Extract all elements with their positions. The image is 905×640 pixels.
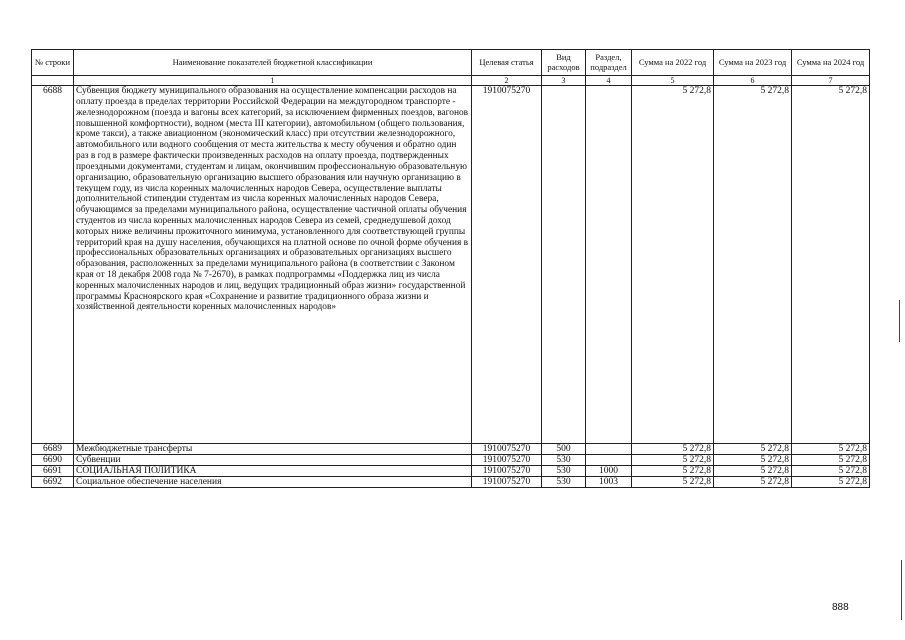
target-article: 1910075270 (472, 86, 542, 444)
scan-edge-mark (901, 560, 902, 620)
sum-2022: 5 272,8 (632, 466, 714, 477)
row-number: 6691 (32, 466, 74, 477)
indicator-name: Социальное обеспечение населения (74, 477, 472, 488)
section-code (586, 86, 632, 444)
header-sum-2023: Сумма на 2023 год (714, 50, 792, 76)
expense-type: 500 (542, 444, 586, 455)
sum-2024: 5 272,8 (792, 444, 870, 455)
budget-table-sheet (31, 49, 869, 488)
sum-2022: 5 272,8 (632, 477, 714, 488)
column-number: 3 (542, 76, 586, 86)
scan-edge-mark (899, 300, 900, 342)
column-number: 1 (74, 76, 472, 86)
page-number: 888 (832, 602, 849, 613)
sum-2023: 5 272,8 (714, 477, 792, 488)
indicator-name: Межбюджетные трансферты (74, 444, 472, 455)
section-code: 1003 (586, 477, 632, 488)
sum-2023: 5 272,8 (714, 455, 792, 466)
header-expense-type: Вид расходов (542, 50, 586, 76)
row-number: 6688 (32, 86, 74, 444)
expense-type: 530 (542, 477, 586, 488)
header-indicator-name: Наименование показателей бюджетной классификации (74, 50, 472, 76)
section-code (586, 455, 632, 466)
sum-2023: 5 272,8 (714, 444, 792, 455)
header-section: Раздел, подраздел (586, 50, 632, 76)
header-target-article: Целевая статья (472, 50, 542, 76)
sum-2022: 5 272,8 (632, 444, 714, 455)
column-number: 2 (472, 76, 542, 86)
target-article: 1910075270 (472, 455, 542, 466)
section-code (586, 444, 632, 455)
sum-2023: 5 272,8 (714, 466, 792, 477)
table-row (32, 477, 870, 488)
header-sum-2024: Сумма на 2024 год (792, 50, 870, 76)
column-number: 4 (586, 76, 632, 86)
table-row (32, 86, 870, 444)
row-number: 6690 (32, 455, 74, 466)
target-article: 1910075270 (472, 477, 542, 488)
row-number: 6692 (32, 477, 74, 488)
column-number: 6 (714, 76, 792, 86)
table-header-row (32, 50, 870, 76)
indicator-name: Субвенция бюджету муниципального образования на осуществление компенсации расходов на оплату проезда в пределах территории Российской Федерации на междугородном транспорте - железнодорожном (поезда и вагоны всех категорий, за исключением фирменных поездов, вагонов повышенной комфортности), водном (места III категории), автомобильном (общего пользования, кроме такси), а также авиационном (экономический класс) при отсутствии железнодорожного, автомобильного или водного сообщения от места жительства к месту обучения и обратно один раз в год в размере фактически произведенных расходов на оплату проезда, подтвержденных проездными документами, студентам и лицам, окончившим профессиональную образовательную организацию, образовательную организацию высшего образования или научную организацию в текущем году, из числа коренных малочисленных народов Севера, осуществление выплаты дополнительной стипендии студентам из числа коренных малочисленных народов Севера, обучающимся за пределами муниципального района, осуществление частичной оплаты обучения студентов из числа коренных малочисленных народов Севера из семей, среднедушевой доход которых ниже величины прожиточного минимума, установленного для соответствующей группы территорий края на душу населения, обучающихся на платной основе по очной форме обучения в профессиональных образовательных организациях и образовательных организациях высшего образования, расположенных за пределами муниципального района (в соответствии с Законом края от 18 декабря 2008 года № 7-2670), в рамках подпрограммы «Поддержка лиц из числа коренных малочисленных народов и лиц, ведущих традиционный образ жизни» государственной программы Красноярского края «Сохранение и развитие традиционного образа жизни и хозяйственной деятельности коренных малочисленных народов» (74, 86, 472, 444)
sum-2024: 5 272,8 (792, 477, 870, 488)
sum-2022: 5 272,8 (632, 86, 714, 444)
column-number: 7 (792, 76, 870, 86)
header-row-number: № строки (32, 50, 74, 76)
column-number-empty (32, 76, 74, 86)
sum-2024: 5 272,8 (792, 86, 870, 444)
header-sum-2022: Сумма на 2022 год (632, 50, 714, 76)
column-number: 5 (632, 76, 714, 86)
target-article: 1910075270 (472, 466, 542, 477)
sum-2024: 5 272,8 (792, 466, 870, 477)
table-row (32, 466, 870, 477)
table-row (32, 444, 870, 455)
expense-type: 530 (542, 466, 586, 477)
sum-2023: 5 272,8 (714, 86, 792, 444)
budget-table (31, 49, 870, 488)
table-row (32, 455, 870, 466)
sum-2024: 5 272,8 (792, 455, 870, 466)
section-code: 1000 (586, 466, 632, 477)
row-number: 6689 (32, 444, 74, 455)
column-number-row (32, 76, 870, 86)
indicator-name: Субвенции (74, 455, 472, 466)
expense-type: 530 (542, 455, 586, 466)
indicator-name: СОЦИАЛЬНАЯ ПОЛИТИКА (74, 466, 472, 477)
target-article: 1910075270 (472, 444, 542, 455)
expense-type (542, 86, 586, 444)
sum-2022: 5 272,8 (632, 455, 714, 466)
